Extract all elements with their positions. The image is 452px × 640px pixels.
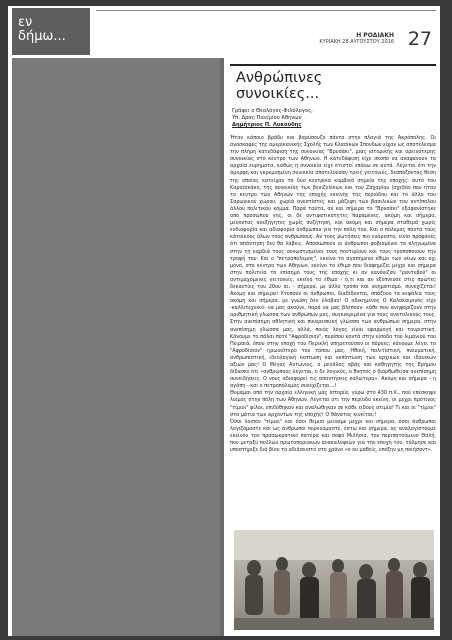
article-column	[230, 60, 436, 634]
byline-role: Γράφει ο Θεολόγος-Φιλόλογος,	[232, 108, 313, 114]
article-top-rule	[230, 64, 436, 66]
page-number: 27	[407, 28, 432, 50]
byline	[232, 108, 436, 129]
article-headline	[236, 70, 436, 102]
crowd-photo-image	[234, 530, 434, 630]
section-title-line1: εν	[18, 15, 33, 30]
publication-name: Η ΡΟΔΙΑΚΗ	[356, 32, 394, 39]
gray-side-band	[12, 58, 224, 636]
article-paragraph: Θυμάμαι από την αρχαία ελληνική μας Ιστορία, γύρω στο 430 π.Χ., πού επέσκηψε λοιμός στην πόλη των Αθηνών. Λέγεται ότι την περίοδο εκείνη, οι μέχρι πρότινος "τίμιοι" φίλοι, επιδόθηκαν και αναλώθηκαν σε κάθε είδους ατιμία! Τι και οι "τίμιοι" στα μάτια των αρχόντων της εποχής! Ο θάνατος κινείται;!	[230, 390, 436, 418]
masthead	[319, 32, 394, 46]
section-title-box	[12, 8, 90, 55]
section-title-line2: δήμω...	[18, 29, 66, 44]
article-body	[230, 135, 436, 454]
article-paragraph: Όσοι λοιπόν "τίμιοι" και όσοι θέμισι μείναμε μέχρι και σήμερα, όσοι άνθρωποι λογιζόμαστε και ως άνθρωποι πορευόμαστε, έστω και σήμερα, ας αναλογιστούμε εκείνον τον προσωκρατικό πατέρα και σοφό Μιλήσιο, τον περιπατούμενο Θαλή, που μεταξύ πολλών πρωτοποριακών ανακαλύψεων για την εποχή του, τόλμησε και υποστήριξε διά βίου το αδιάσειστο στο χρόνο «ο ου μαθείς, επέξην μη ποιήσαντ».	[230, 418, 436, 454]
article-paragraph: Ήταν κάποιο βράδυ και βαρύσουζο πάντα στην πλαγιά της Ακρόπολης. Οι ανασκαφές της αμερικανικής Σχολής των Κλασικών Σπουδών είχαν ως αποτέλεσμα την πλήρη κατεδάφιση της συνοικίας "Βρυσάκι", μιας ιστορικής και ορεινότερης συνοικίας στο κέντρο των Αθηνών. Η κατεδάφιση είχε σκοπό να αναφανούν τα αρχαία ευρήματα, καθώς η συνοικία είχε κτιστεί επάνω σε αυτά. Λέγεται ότι την άμορφη και γκρεμισμένη συνοικία αποτελούσαν τρεις γειτονιές, δεσπόζοντας θέση της οποίας κατείχαν τα δύο κεντρικά κομβικά σημεία της εποχής: αυτό του Καραϊσκάκη, της συνοικίας των βενιζελικών και του Ζαχαρίου (σχεδόν που ήταν το κέντρο των Αθηνών της εποχής εκείνης της περιόδου και το άλλο του Σαρωνικού χώρου, χωριά ανεστίστες και μάζεψη των βασιλικών του αντίπαλου άλλου πολιτικού κόμμα. Παρά ταύτα, αν και σήμερα το "Βρυσάκι" εξαφανίστηκε από προσώπου γης, οι δε αντιφατικότητες παραμένες, ακόμη και σήμερα, μένοντας ανεξήγητες χωρίς συζήτηση, και ακόμη και σήμερα σταθερά χωρίς ενδιαφορία και αδιαφορία ανθρώπου για την πόλη του. Και ο πόλεμος πάντα τους κάτοικους όλων τους ανθρώπους. Αν τους ρωτήσεις πιο ευάρεστο, είναι προφανές ότι απάντηση δεν θα λάβεις. Αποσιωπούν οι άνθρωποι φοβισμένοι τα πληγωμένα στην τη καρδιά τους συνωστισμένοι τους ποντιρίουν και τους τροποποιούν την τροφή του. Και ο "πετροπόλεμος", εκείνο το αγαπημένο έθιμο των νέων και όχι μόνο, στο κέντρο των Αθηνών, εκείνο το έθιμο που διαφημίζει μέχρι και σήμερα στην πολιτεία το επίσημο τους της εποχής κι αν κανόνιζαν "ραντεβού" οι αντιμαχόμενες γειτονιές, εκείνο το έθιμο - ο,τι και αν εξέπνευσε στις πρώτες δεκαετίες του 20ου αι. - σήμερα, με άλλο τρόπο και ανηματισμό, συνεχίζεται! Ακόμη και σήμερα! Χτυπούν οι άνθρωποι, διαδίδονται, σπάζουν τα κεφάλια τους ακόμη και σήμερα, με γνώση δεν έλαβαν! Ο αδικημένος Ο Καλοκαιρινός είχε -καλλιτεχνικό- να μας ακούνε, παρά να μας βλέπουν- κάθε που ανηφορίζουν στην αριθμητική γλώσσα των ανθρώπων μας, συγκεκριμένα για τους ανατολικούς τους. Στην ανεπίσημη αθλητική και πικαρεσκική γλώσσα των ανθρώπων σήμερα, στην ανεπίσημη γλώσσα μας, αλλά, ποιός λόγος είναι εφαρμογή και τουριστική. Κάνουμε το πάλαι ποτέ "Αφροδίσιον", περίπου κοντά στην είσοδο του λιμανιού του Πειραιά, όπου στην εποχή του Περικλή υπηρετούσαν οι πόρνες, κάνουμε λέγει το "Αφροδίσιον" ηρωικότερο του τόπου μας. Ηθική, πολιτιστική, πνευματική, ανθρωπιστική, ιδεολογική έκπτωση και εκπίπτωση των αρχικών και ιδανικών αξιών μας! Ο Μέγας Αντώνιος, ο μεγάλος αβάς και καθηγητής της Ερήμου δίδασκε ότι «ανθρώπους λέγεται, ο δε λογικός, ο θνητός ο διορθωθείσα ανεπίσημη συνειδήσεις. Ο νους αδιαφορεί τις απαντήσεις καλώτερα». Ακόμη και σήμερα - η αγάπη - και ο πετροπόλεμος συνεχίζεται...!	[230, 135, 436, 390]
header-rule	[96, 10, 436, 11]
crowd-photo	[234, 530, 434, 630]
headline-line2: συνοικίες...	[236, 86, 320, 102]
byline-affiliation: Υπ. Δρας Παν/μίου Αθηνών	[232, 115, 302, 121]
page-header	[8, 6, 440, 58]
publication-date: ΚΥΡΙΑΚΗ 28 ΑΥΓΟΥΣΤΟΥ 2016	[319, 39, 394, 45]
newspaper-page	[8, 6, 440, 636]
byline-author: Δημήτριος Π. Λυκούδης	[232, 122, 302, 128]
headline-line1: Ανθρώπινες	[236, 70, 323, 86]
